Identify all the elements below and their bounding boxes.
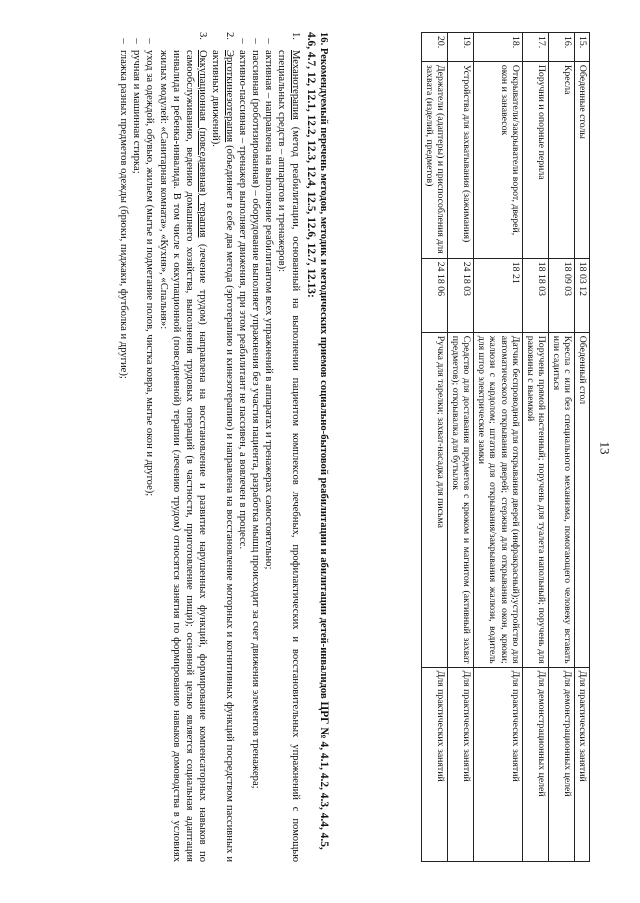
cell-number: 16. xyxy=(549,33,575,62)
term-ergokinesiotherapy: Эрготкинезотерапия xyxy=(223,50,235,143)
list-item-mechanotherapy xyxy=(275,32,301,862)
cell-code: 24 18 03 xyxy=(448,258,474,332)
cell-name: Держатели (адаптеры) и приспособления для захвата (изделий, предметов) xyxy=(422,61,448,258)
section-heading xyxy=(304,32,330,862)
dash-item: – активная – направлена на выполнение реабилитантом всех упражнений в аппаратах и тренажерах самостоятельно; xyxy=(263,38,275,570)
cell-code: 18 03 12 xyxy=(575,258,590,332)
list-item-ergokinesiotherapy xyxy=(209,32,235,862)
list-item-occupational-therapy xyxy=(156,32,209,862)
cell-number: 15. xyxy=(575,33,590,62)
cell-number: 18. xyxy=(474,33,523,62)
term-mechanotherapy: Механотерапия xyxy=(289,50,301,120)
dash-item: – уход за одеждой, обувью, жильем (мытье и подметание полов, чистка ковра, мытье окон и другое); xyxy=(144,38,156,497)
assistive-devices-table xyxy=(422,32,591,862)
cell-purpose: Для демонстрационных целей xyxy=(523,667,549,861)
cell-description: Обеденный стол xyxy=(575,332,590,667)
cell-description: Средство для доставания предметов с крюком и магнитом (активный захват предметов); открывалка для бутылок xyxy=(448,332,474,667)
cell-description: Датчик беспроводной для открывания дверей (инфракрасный);устройство для автоматического открывания дверей; стержни для открывания окон, крюки; жалюзи с кардолом; штатив для открывания/закрывания жалюзи, водитель для штор электрические замки xyxy=(474,332,523,667)
item-text: (объединяет в себе два метода (эрготерапию и кинезотерапию) и направлена на восстановление моторных и когнитивных функций посредством пассивных и активных движений). xyxy=(210,50,235,862)
methods-section xyxy=(117,32,330,862)
table-row xyxy=(549,33,575,862)
dash-item: – глажка разных предметов одежды (брюки, пиджаки, футболка и другие); xyxy=(117,38,129,379)
cell-code: 18 09 03 xyxy=(549,258,575,332)
cell-purpose: Для демонстрационных целей xyxy=(549,667,575,861)
cell-code: 24 18 06 xyxy=(422,258,448,332)
item-text: (метод реабилитации, основанный на выполнении пациентом комплексов лечебных, профилактических и восстановительных упражнений с помощью специальных средств – аппаратов и тренажеров): xyxy=(276,50,301,862)
cell-number: 19. xyxy=(448,33,474,62)
cell-number: 17. xyxy=(523,33,549,62)
cell-name: Поручни и опорные перила xyxy=(523,61,549,258)
section-heading-main: 16. Рекомендуемый перечень методов, методик и методических приемов социально-бытовой реабилитации и абилитации детей-инвалидов xyxy=(318,32,329,699)
table-row xyxy=(448,33,474,862)
cell-name: Устройства для захватывания (зажимания) xyxy=(448,61,474,258)
cell-description: Ручка для тарелки; захват-насадка для письма xyxy=(422,332,448,667)
cell-purpose: Для практических занятий xyxy=(448,667,474,861)
rotated-page-content xyxy=(2,14,602,874)
cell-name: Открыватели/закрыватели ворот, дверей, окон и занавесок xyxy=(474,61,523,258)
cell-name: Кресла xyxy=(549,61,575,258)
list-item-number: 2. xyxy=(223,32,235,40)
cell-number: 20. xyxy=(422,33,448,62)
cell-purpose: Для практических занятий xyxy=(474,667,523,861)
table-row xyxy=(422,33,448,862)
term-occupational-therapy: Оккупационная (повседневная) терапия xyxy=(197,50,209,238)
cell-description: Кресла с или без специального механизма, помогающего человеку вставать или садиться xyxy=(549,332,575,667)
cell-code: 18 18 03 xyxy=(523,258,549,332)
dash-item: – ручная и машинная стирка; xyxy=(131,38,143,174)
cell-name: Обеденные столы xyxy=(575,61,590,258)
cell-description: Поручень прямой настенный; поручень для туалета напольный; поручень для раковины с выемкой xyxy=(523,332,549,667)
dash-item: – активно-пассивная – тренажер выполняет движения, при этом реабилитант не пассивен, а вовлечен в процесс. xyxy=(236,38,248,550)
list-item-number: 3. xyxy=(197,32,209,40)
table-row xyxy=(575,33,590,862)
dash-item: – пассивная (роботизированная) – оборудование выполняет упражнения без участия пациента, разработка мышц происходит за счет движения элементов тренажера; xyxy=(249,38,261,789)
cell-purpose: Для практических занятий xyxy=(575,667,590,861)
item-text: (лечение трудом) направлена на восстановление и развитие нарушенных функций, формирование компенсаторных навыков по самообслуживанию, ведению домашнего хозяйства, выполнения трудовых операций (в частности, приготовление пищи); основной целью является социальная адаптация инвалида и ребенка-инвалида. В том числе к оккупационной (повседневной) терапии (лечению трудом) относятся занятия по формированию навыков домоводства в условиях жилых модулей: «Санитарная комната», «Кухня», «Спальня»: xyxy=(157,50,209,862)
cell-purpose: Для практических занятий xyxy=(422,667,448,861)
list-item-number: 1. xyxy=(289,32,301,40)
table-row xyxy=(474,33,523,862)
section-heading-codes: ЦРГ № 4, 4.1, 4.2, 4.3, 4.4, 4.5, 4.6, 4.7, 12, 12.1, 12.2, 12.3, 12.4, 12.5, 12.6, 12.7, 12.13: xyxy=(304,32,330,850)
cell-code: 18 21 xyxy=(474,258,523,332)
page-number: 13 xyxy=(597,441,613,455)
table-row xyxy=(523,33,549,862)
